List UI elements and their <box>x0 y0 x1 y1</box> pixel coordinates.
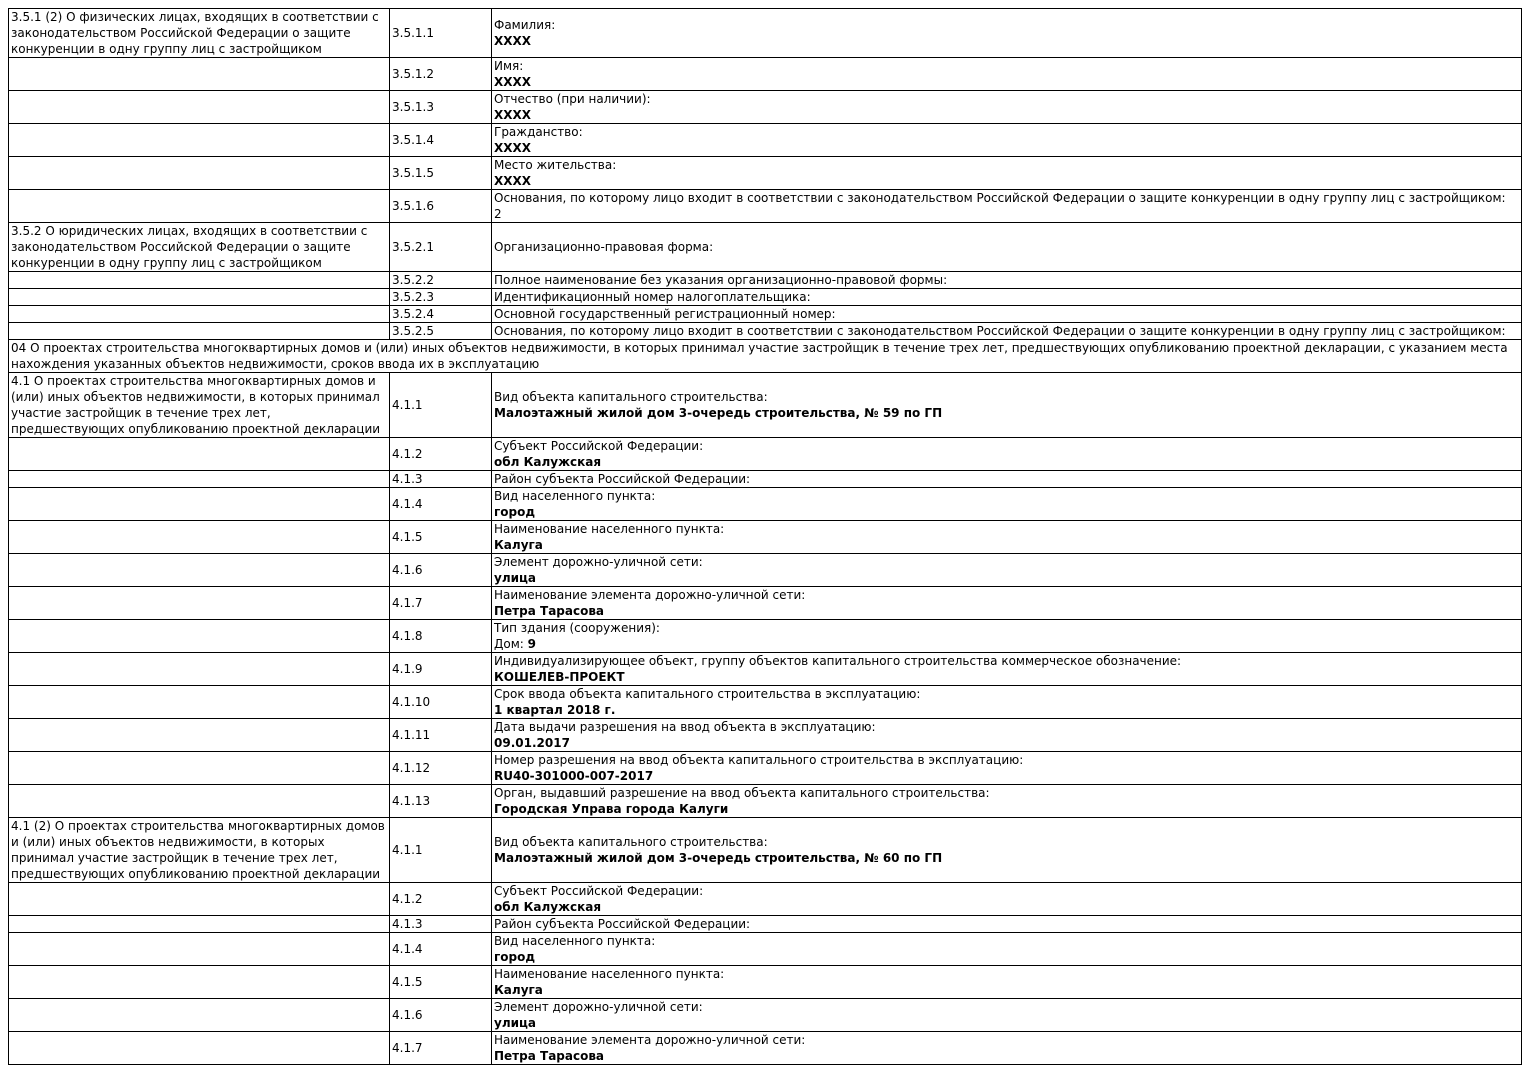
field-cell <box>492 686 1522 719</box>
item-number-cell: 4.1.1 <box>390 373 492 438</box>
section-description-cell: 4.1 (2) О проектах строительства многоквартирных домов и (или) иных объектов недвижимости, в которых принимал участие застройщик в течение трех лет, предшествующих опубликованию проектной декларации <box>9 818 390 883</box>
item-number-cell: 4.1.3 <box>390 471 492 488</box>
item-number-cell: 4.1.7 <box>390 587 492 620</box>
item-number-cell: 3.5.1.4 <box>390 124 492 157</box>
field-cell <box>492 157 1522 190</box>
table-row <box>9 883 1522 916</box>
field-value: 09.01.2017 <box>494 736 570 750</box>
field-label: Орган, выдавший разрешение на ввод объекта капитального строительства: <box>494 786 990 800</box>
item-number-cell: 4.1.6 <box>390 999 492 1032</box>
item-number-cell: 3.5.2.3 <box>390 289 492 306</box>
field-value-line <box>494 735 1518 751</box>
field-value-line <box>494 454 1518 470</box>
field-label: Имя: <box>494 59 524 73</box>
section-description-cell <box>9 785 390 818</box>
table-row <box>9 818 1522 883</box>
field-label: Место жительства: <box>494 158 617 172</box>
field-value: Петра Тарасова <box>494 604 605 618</box>
table-row <box>9 438 1522 471</box>
field-label: Дата выдачи разрешения на ввод объекта в эксплуатацию: <box>494 720 876 734</box>
field-cell <box>492 9 1522 58</box>
field-cell <box>492 272 1522 289</box>
item-number-cell: 3.5.1.3 <box>390 91 492 124</box>
section-description-cell <box>9 471 390 488</box>
field-cell <box>492 323 1522 340</box>
section-banner-text: 04 О проектах строительства многоквартирных домов и (или) иных объектов недвижимости, в которых принимал участие застройщик в течение трех лет, предшествующих опубликованию проектной декларации, с указанием места нахождения указанных объектов недвижимости, сроков ввода их в эксплуатацию <box>9 340 1522 373</box>
item-number-cell: 4.1.9 <box>390 653 492 686</box>
field-label: Вид объекта капитального строительства: <box>494 835 768 849</box>
section-description-cell: 3.5.2 О юридических лицах, входящих в соответствии с законодательством Российской Федерации о защите конкуренции в одну группу лиц с застройщиком <box>9 223 390 272</box>
field-value: 1 квартал 2018 г. <box>494 703 616 717</box>
item-number-cell: 4.1.5 <box>390 966 492 999</box>
section-description-cell <box>9 620 390 653</box>
field-label: Наименование элемента дорожно-уличной сети: <box>494 588 806 602</box>
table-row <box>9 157 1522 190</box>
item-number-cell: 4.1.1 <box>390 818 492 883</box>
section-description-cell <box>9 916 390 933</box>
item-number-cell: 3.5.2.2 <box>390 272 492 289</box>
section-description-cell <box>9 306 390 323</box>
section-description-cell <box>9 438 390 471</box>
field-value-line <box>494 1048 1518 1064</box>
field-value: КОШЕЛЕВ-ПРОЕКТ <box>494 670 625 684</box>
field-value-line <box>494 899 1518 915</box>
field-label: Тип здания (сооружения): <box>494 621 660 635</box>
table-row <box>9 323 1522 340</box>
field-value-line <box>494 74 1518 90</box>
item-number-cell: 4.1.6 <box>390 554 492 587</box>
field-value: 2 <box>494 207 502 221</box>
table-row <box>9 966 1522 999</box>
field-cell <box>492 587 1522 620</box>
section-description-cell <box>9 653 390 686</box>
field-label: Вид объекта капитального строительства: <box>494 390 768 404</box>
field-value-line <box>494 982 1518 998</box>
field-value-line <box>494 801 1518 817</box>
field-cell <box>492 999 1522 1032</box>
table-row <box>9 554 1522 587</box>
field-value-line <box>494 140 1518 156</box>
field-value: Малоэтажный жилой дом 3-очередь строительства, № 60 по ГП <box>494 851 943 865</box>
field-value: Городская Управа города Калуги <box>494 802 729 816</box>
section-description-cell <box>9 719 390 752</box>
table-row <box>9 190 1522 223</box>
field-value: XXXX <box>494 141 532 155</box>
section-description-cell <box>9 686 390 719</box>
field-cell <box>492 752 1522 785</box>
table-body <box>9 9 1522 1065</box>
section-description-cell <box>9 752 390 785</box>
section-description-cell <box>9 999 390 1032</box>
field-value: обл Калужская <box>494 455 602 469</box>
section-banner-row <box>9 340 1522 373</box>
field-label: Основной государственный регистрационный номер: <box>494 307 836 321</box>
field-value-prefix: Дом: <box>494 637 528 651</box>
field-label: Субъект Российской Федерации: <box>494 439 704 453</box>
field-cell <box>492 471 1522 488</box>
field-value-line <box>494 669 1518 685</box>
field-value-line <box>494 173 1518 189</box>
table-row <box>9 999 1522 1032</box>
item-number-cell: 4.1.7 <box>390 1032 492 1065</box>
table-row <box>9 272 1522 289</box>
field-cell <box>492 521 1522 554</box>
field-cell <box>492 916 1522 933</box>
section-description-cell <box>9 124 390 157</box>
field-cell <box>492 190 1522 223</box>
field-value: Петра Тарасова <box>494 1049 605 1063</box>
field-label: Вид населенного пункта: <box>494 934 656 948</box>
field-label: Район субъекта Российской Федерации: <box>494 472 751 486</box>
table-row <box>9 916 1522 933</box>
field-cell <box>492 373 1522 438</box>
section-description-cell <box>9 58 390 91</box>
field-value-line <box>494 504 1518 520</box>
field-cell <box>492 1032 1522 1065</box>
field-cell <box>492 653 1522 686</box>
field-label: Полное наименование без указания организационно-правовой формы: <box>494 273 948 287</box>
field-cell <box>492 933 1522 966</box>
item-number-cell: 3.5.1.5 <box>390 157 492 190</box>
field-value-line <box>494 1015 1518 1031</box>
field-value-line <box>494 636 1518 652</box>
item-number-cell: 3.5.1.1 <box>390 9 492 58</box>
field-cell <box>492 488 1522 521</box>
section-description-cell <box>9 554 390 587</box>
field-value-line <box>494 603 1518 619</box>
field-cell <box>492 91 1522 124</box>
field-label: Идентификационный номер налогоплательщика: <box>494 290 811 304</box>
table-row <box>9 521 1522 554</box>
item-number-cell: 4.1.4 <box>390 933 492 966</box>
field-cell <box>492 58 1522 91</box>
table-row <box>9 124 1522 157</box>
field-label: Индивидуализирующее объект, группу объектов капитального строительства коммерческое обозначение: <box>494 654 1182 668</box>
field-label: Номер разрешения на ввод объекта капитального строительства в эксплуатацию: <box>494 753 1024 767</box>
project-declaration-table <box>8 8 1522 1065</box>
field-cell <box>492 883 1522 916</box>
field-cell <box>492 719 1522 752</box>
field-value: Калуга <box>494 983 543 997</box>
field-value: Малоэтажный жилой дом 3-очередь строительства, № 59 по ГП <box>494 406 943 420</box>
table-row <box>9 9 1522 58</box>
section-description-cell <box>9 966 390 999</box>
table-row <box>9 373 1522 438</box>
field-label: Элемент дорожно-уличной сети: <box>494 555 703 569</box>
field-label: Организационно-правовая форма: <box>494 240 714 254</box>
field-cell <box>492 124 1522 157</box>
field-cell <box>492 306 1522 323</box>
section-description-cell <box>9 157 390 190</box>
field-value-line <box>494 33 1518 49</box>
table-row <box>9 933 1522 966</box>
section-description-cell <box>9 883 390 916</box>
field-cell <box>492 620 1522 653</box>
table-row <box>9 653 1522 686</box>
table-row <box>9 620 1522 653</box>
section-description-cell <box>9 1032 390 1065</box>
section-description-cell <box>9 488 390 521</box>
section-description-cell: 4.1 О проектах строительства многоквартирных домов и (или) иных объектов недвижимости, в которых принимал участие застройщик в течение трех лет, предшествующих опубликованию проектной декларации <box>9 373 390 438</box>
item-number-cell: 4.1.13 <box>390 785 492 818</box>
item-number-cell: 3.5.1.6 <box>390 190 492 223</box>
item-number-cell: 4.1.12 <box>390 752 492 785</box>
item-number-cell: 3.5.2.4 <box>390 306 492 323</box>
field-value: Калуга <box>494 538 543 552</box>
field-value: улица <box>494 571 537 585</box>
field-value: 9 <box>527 637 536 651</box>
field-value: город <box>494 505 536 519</box>
section-description-cell <box>9 933 390 966</box>
field-value-line <box>494 107 1518 123</box>
item-number-cell: 4.1.5 <box>390 521 492 554</box>
table-row <box>9 1032 1522 1065</box>
item-number-cell: 3.5.1.2 <box>390 58 492 91</box>
field-label: Наименование населенного пункта: <box>494 522 725 536</box>
field-cell <box>492 966 1522 999</box>
table-row <box>9 471 1522 488</box>
section-description-cell: 3.5.1 (2) О физических лицах, входящих в соответствии с законодательством Российской Федерации о защите конкуренции в одну группу лиц с застройщиком <box>9 9 390 58</box>
table-row <box>9 488 1522 521</box>
section-description-cell <box>9 91 390 124</box>
item-number-cell: 4.1.2 <box>390 883 492 916</box>
table-row <box>9 686 1522 719</box>
field-value: город <box>494 950 536 964</box>
field-value-line <box>494 405 1518 421</box>
item-number-cell: 3.5.2.1 <box>390 223 492 272</box>
field-label: Район субъекта Российской Федерации: <box>494 917 751 931</box>
table-row <box>9 752 1522 785</box>
item-number-cell: 4.1.11 <box>390 719 492 752</box>
field-cell <box>492 289 1522 306</box>
field-label: Наименование элемента дорожно-уличной сети: <box>494 1033 806 1047</box>
table-row <box>9 587 1522 620</box>
field-label: Основания, по которому лицо входит в соответствии с законодательством Российской Федерации о защите конкуренции в одну группу лиц с застройщиком: <box>494 324 1506 338</box>
field-value: обл Калужская <box>494 900 602 914</box>
field-cell <box>492 818 1522 883</box>
field-value-line <box>494 537 1518 553</box>
field-value: улица <box>494 1016 537 1030</box>
item-number-cell: 4.1.2 <box>390 438 492 471</box>
field-value: XXXX <box>494 174 532 188</box>
item-number-cell: 3.5.2.5 <box>390 323 492 340</box>
table-row <box>9 58 1522 91</box>
section-description-cell <box>9 190 390 223</box>
field-value-line <box>494 768 1518 784</box>
section-description-cell <box>9 587 390 620</box>
section-description-cell <box>9 289 390 306</box>
field-value: RU40-301000-007-2017 <box>494 769 654 783</box>
field-value-line <box>494 949 1518 965</box>
field-value-line <box>494 702 1518 718</box>
table-row <box>9 785 1522 818</box>
table-row <box>9 223 1522 272</box>
table-row <box>9 719 1522 752</box>
field-label: Элемент дорожно-уличной сети: <box>494 1000 703 1014</box>
field-value-line <box>494 850 1518 866</box>
section-description-cell <box>9 323 390 340</box>
field-label: Субъект Российской Федерации: <box>494 884 704 898</box>
field-cell <box>492 554 1522 587</box>
field-label: Наименование населенного пункта: <box>494 967 725 981</box>
field-cell <box>492 223 1522 272</box>
field-cell <box>492 438 1522 471</box>
section-description-cell <box>9 272 390 289</box>
section-description-cell <box>9 521 390 554</box>
field-label: Отчество (при наличии): <box>494 92 651 106</box>
field-value-line <box>494 206 1518 222</box>
field-label: Вид населенного пункта: <box>494 489 656 503</box>
field-value: XXXX <box>494 34 532 48</box>
item-number-cell: 4.1.3 <box>390 916 492 933</box>
item-number-cell: 4.1.4 <box>390 488 492 521</box>
table-row <box>9 289 1522 306</box>
item-number-cell: 4.1.8 <box>390 620 492 653</box>
field-label: Срок ввода объекта капитального строительства в эксплуатацию: <box>494 687 921 701</box>
table-row <box>9 91 1522 124</box>
field-value: XXXX <box>494 75 532 89</box>
field-value: XXXX <box>494 108 532 122</box>
item-number-cell: 4.1.10 <box>390 686 492 719</box>
field-label: Основания, по которому лицо входит в соответствии с законодательством Российской Федерации о защите конкуренции в одну группу лиц с застройщиком: <box>494 191 1506 205</box>
field-cell <box>492 785 1522 818</box>
field-label: Гражданство: <box>494 125 583 139</box>
table-row <box>9 306 1522 323</box>
field-label: Фамилия: <box>494 18 556 32</box>
field-value-line <box>494 570 1518 586</box>
